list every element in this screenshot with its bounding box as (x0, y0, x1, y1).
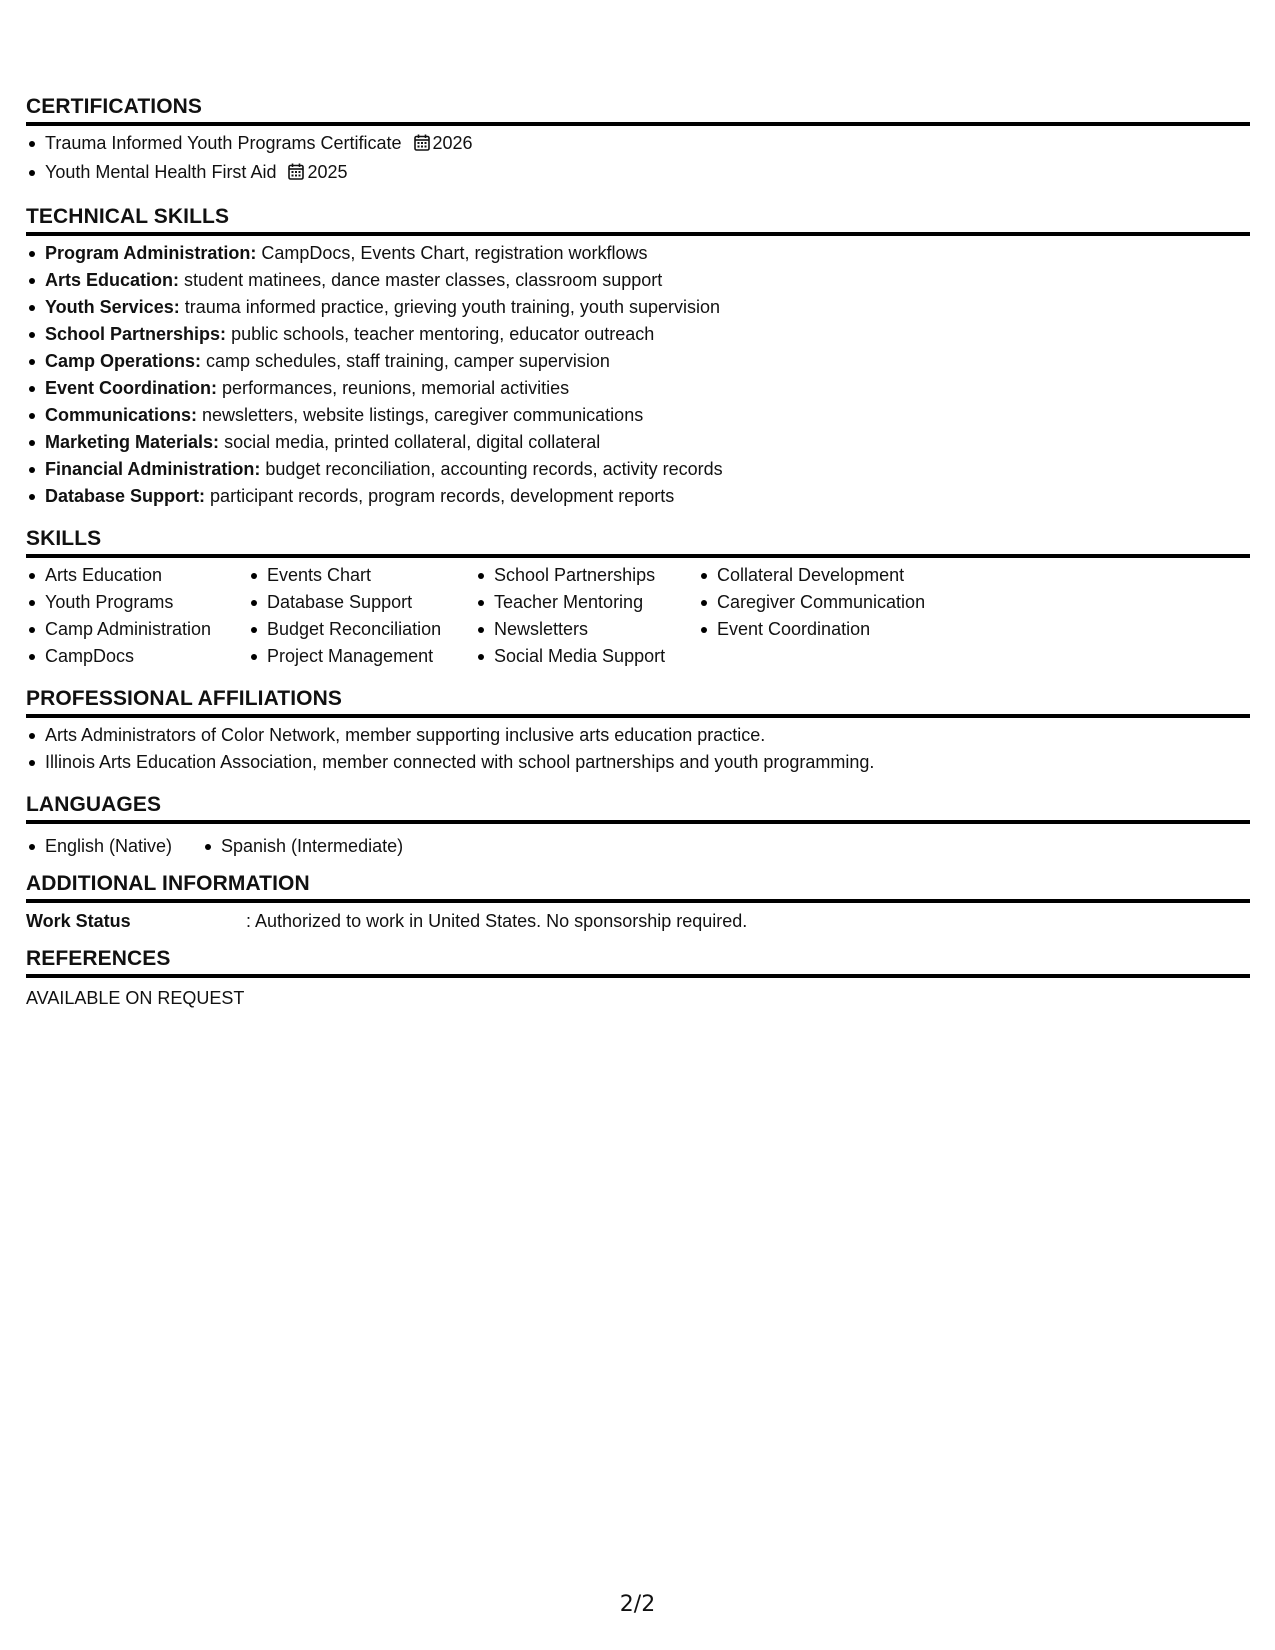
skills-section (26, 526, 1250, 670)
skill-item: Arts Education (26, 562, 248, 589)
calendar-icon (288, 161, 304, 188)
skill-item: Collateral Development (698, 562, 998, 589)
technical-skills-section (26, 204, 1250, 510)
technical-skill-item (26, 402, 1250, 429)
technical-skill-text: student matinees, dance master classes, classroom support (184, 270, 663, 290)
certification-item (26, 159, 1250, 188)
references-heading: REFERENCES (26, 946, 1250, 978)
affiliations-heading: PROFESSIONAL AFFILIATIONS (26, 686, 1250, 718)
certification-name: Trauma Informed Youth Programs Certificate (45, 133, 402, 153)
affiliation-item: Illinois Arts Education Association, member connected with school partnerships and youth programming. (26, 749, 1250, 776)
technical-skill-item (26, 267, 1250, 294)
certification-item (26, 130, 1250, 159)
affiliations-list (26, 722, 1250, 776)
technical-skill-text: social media, printed collateral, digital collateral (224, 432, 601, 452)
technical-skill-text: performances, reunions, memorial activities (222, 378, 570, 398)
additional-info-section (26, 871, 1250, 935)
technical-skills-list (26, 240, 1250, 510)
work-status-value: : Authorized to work in United States. No sponsorship required. (246, 911, 748, 931)
technical-skill-text: newsletters, website listings, caregiver communications (202, 405, 644, 425)
certifications-list (26, 130, 1250, 188)
skills-grid (26, 562, 1250, 670)
technical-skill-label: Financial Administration: (45, 459, 261, 479)
skill-item: Youth Programs (26, 589, 248, 616)
technical-skill-text: trauma informed practice, grieving youth training, youth supervision (184, 297, 721, 317)
skill-item: Newsletters (475, 616, 698, 643)
technical-skill-item (26, 321, 1250, 348)
certification-year: 2026 (432, 133, 473, 153)
skills-column (698, 562, 998, 670)
skills-heading: SKILLS (26, 526, 1250, 558)
affiliations-section (26, 686, 1250, 776)
skills-column (475, 562, 698, 670)
skill-item: School Partnerships (475, 562, 698, 589)
certifications-heading: CERTIFICATIONS (26, 94, 1250, 126)
skill-item: Project Management (248, 643, 475, 670)
references-section (26, 946, 1250, 1012)
technical-skill-label: Program Administration: (45, 243, 257, 263)
technical-skill-label: Arts Education: (45, 270, 180, 290)
work-status-label: Work Status (26, 911, 131, 931)
language-item: English (Native) (26, 833, 202, 860)
technical-skill-item (26, 375, 1250, 402)
technical-skill-label: Database Support: (45, 486, 206, 506)
language-item: Spanish (Intermediate) (202, 833, 403, 860)
technical-skill-text: participant records, program records, development reports (210, 486, 675, 506)
technical-skill-item (26, 240, 1250, 267)
certification-year: 2025 (307, 162, 348, 182)
technical-skill-label: Marketing Materials: (45, 432, 220, 452)
languages-heading: LANGUAGES (26, 792, 1250, 824)
languages-row (26, 833, 1250, 860)
skills-column (248, 562, 475, 670)
page-number: 2/2 (619, 1592, 656, 1617)
certifications-section (26, 94, 1250, 188)
skill-item: Database Support (248, 589, 475, 616)
technical-skill-text: CampDocs, Events Chart, registration workflows (261, 243, 648, 263)
skill-item: Event Coordination (698, 616, 998, 643)
technical-skill-text: public schools, teacher mentoring, educator outreach (231, 324, 655, 344)
skill-item: CampDocs (26, 643, 248, 670)
technical-skill-item (26, 456, 1250, 483)
languages-section (26, 792, 1250, 860)
technical-skill-label: Camp Operations: (45, 351, 202, 371)
technical-skill-item (26, 348, 1250, 375)
technical-skill-item (26, 483, 1250, 510)
languages-column (202, 833, 403, 860)
technical-skill-label: School Partnerships: (45, 324, 227, 344)
skill-item: Social Media Support (475, 643, 698, 670)
calendar-icon (414, 132, 430, 159)
work-status-row (26, 908, 1250, 935)
skill-item: Caregiver Communication (698, 589, 998, 616)
certification-name: Youth Mental Health First Aid (45, 162, 277, 182)
technical-skill-text: camp schedules, staff training, camper supervision (206, 351, 610, 371)
technical-skill-label: Communications: (45, 405, 198, 425)
additional-info-heading: ADDITIONAL INFORMATION (26, 871, 1250, 903)
references-text: AVAILABLE ON REQUEST (26, 988, 245, 1008)
affiliation-item: Arts Administrators of Color Network, member supporting inclusive arts education practice. (26, 722, 1250, 749)
technical-skill-item (26, 429, 1250, 456)
skill-item: Camp Administration (26, 616, 248, 643)
technical-skills-heading: TECHNICAL SKILLS (26, 204, 1250, 236)
technical-skill-item (26, 294, 1250, 321)
skill-item: Budget Reconciliation (248, 616, 475, 643)
technical-skill-label: Youth Services: (45, 297, 180, 317)
technical-skill-label: Event Coordination: (45, 378, 217, 398)
skill-item: Teacher Mentoring (475, 589, 698, 616)
languages-column (26, 833, 202, 860)
technical-skill-text: budget reconciliation, accounting records, activity records (265, 459, 723, 479)
skill-item: Events Chart (248, 562, 475, 589)
skills-column (26, 562, 248, 670)
resume-page (26, 94, 1250, 1012)
